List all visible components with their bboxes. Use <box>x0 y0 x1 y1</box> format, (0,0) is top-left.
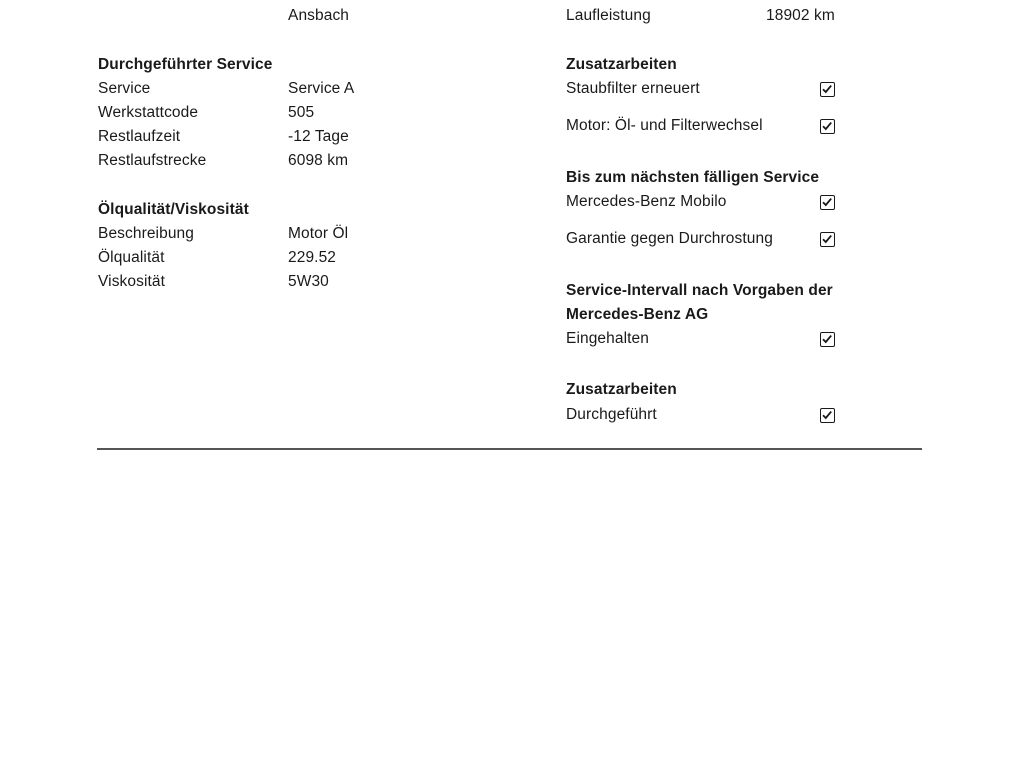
extra-work-heading-2: Zusatzarbeiten <box>566 381 677 398</box>
rust-warranty-checkbox[interactable] <box>820 232 835 247</box>
checkmark-icon <box>821 196 833 208</box>
interval-kept-checkbox[interactable] <box>820 332 835 347</box>
remaining-distance-label: Restlaufstrecke <box>98 152 207 169</box>
rust-warranty-label: Garantie gegen Durchrostung <box>566 230 773 247</box>
remaining-distance-value: 6098 km <box>288 152 349 169</box>
remaining-time-value: -12 Tage <box>288 128 349 145</box>
viscosity-value: 5W30 <box>288 273 329 290</box>
service-interval-heading-line1: Service-Intervall nach Vorgaben der <box>566 282 833 299</box>
oil-heading: Ölqualität/Viskosität <box>98 201 249 218</box>
mileage-value: 18902 km <box>766 7 835 24</box>
extra-work-done-checkbox[interactable] <box>820 408 835 423</box>
extra-work-heading: Zusatzarbeiten <box>566 56 677 73</box>
service-label: Service <box>98 80 151 97</box>
checkmark-icon <box>821 409 833 421</box>
checkmark-icon <box>821 83 833 95</box>
service-interval-heading-line2: Mercedes-Benz AG <box>566 306 709 323</box>
dust-filter-label: Staubfilter erneuert <box>566 80 700 97</box>
mileage-label: Laufleistung <box>566 7 651 24</box>
service-heading: Durchgeführter Service <box>98 56 273 73</box>
section-divider <box>97 448 922 450</box>
oil-filter-change-label: Motor: Öl- und Filterwechsel <box>566 117 763 134</box>
oil-quality-value: 229.52 <box>288 249 337 266</box>
mobilo-checkbox[interactable] <box>820 195 835 210</box>
oil-description-label: Beschreibung <box>98 225 194 242</box>
viscosity-label: Viskosität <box>98 273 166 290</box>
remaining-time-label: Restlaufzeit <box>98 128 181 145</box>
extra-work-done-label: Durchgeführt <box>566 406 657 423</box>
workshop-code-value: 505 <box>288 104 315 121</box>
next-service-heading: Bis zum nächsten fälligen Service <box>566 169 820 186</box>
checkmark-icon <box>821 233 833 245</box>
checkmark-icon <box>821 120 833 132</box>
oil-description-value: Motor Öl <box>288 225 349 242</box>
dust-filter-checkbox[interactable] <box>820 82 835 97</box>
interval-kept-label: Eingehalten <box>566 330 649 347</box>
oil-quality-label: Ölqualität <box>98 249 165 266</box>
mobilo-label: Mercedes-Benz Mobilo <box>566 193 727 210</box>
workshop-code-label: Werkstattcode <box>98 104 199 121</box>
oil-filter-change-checkbox[interactable] <box>820 119 835 134</box>
service-value: Service A <box>288 80 355 97</box>
checkmark-icon <box>821 333 833 345</box>
location-value: Ansbach <box>288 7 350 24</box>
